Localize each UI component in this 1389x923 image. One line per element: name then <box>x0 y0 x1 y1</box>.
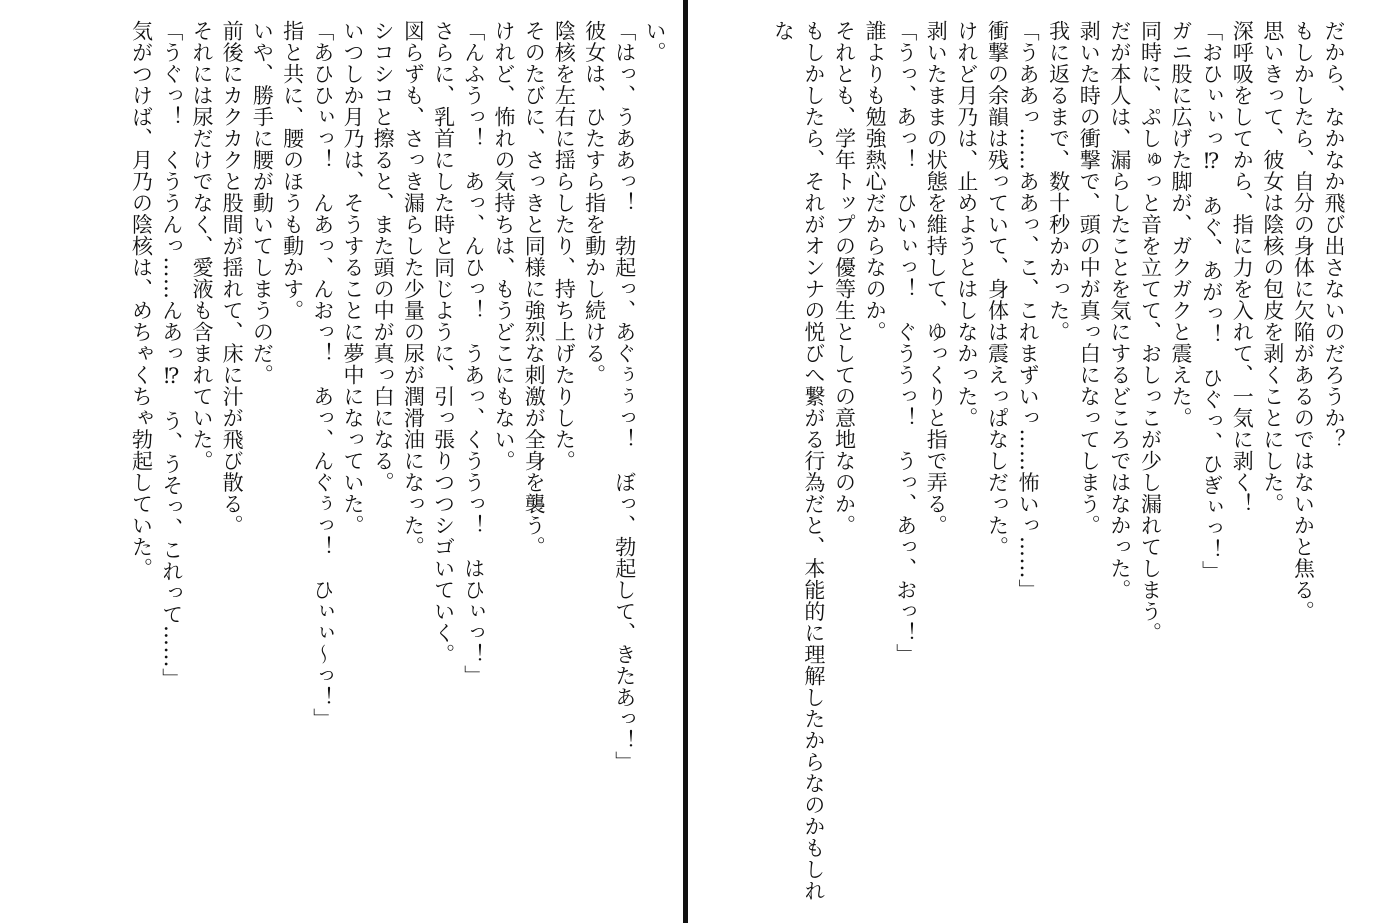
text-line: い。 <box>643 20 667 63</box>
text-line: 彼女は、ひたすら指を動かし続ける。 <box>582 20 607 386</box>
text-line: いつしか月乃は、そうすることに夢中になっていた。 <box>340 20 365 536</box>
text-line: 「うああっ……ああっ、こ、これまずいっ……怖いっ……」 <box>1016 20 1041 601</box>
text-line: 剥いた時の衝撃で、頭の中が真っ白になってしまう。 <box>1077 20 1102 536</box>
text-line: もしかしたら、自分の身体に欠陥があるのではないかと焦る。 <box>1291 20 1316 622</box>
text-line: 我に返るまで、数十秒かかった。 <box>1046 20 1071 343</box>
text-line: もしかしたら、それがオンナの悦びへ繋がる行為だと、本能的に理解したからなのかもしれな <box>771 20 826 902</box>
text-line: それとも、学年トップの優等生としての意地なのか。 <box>832 20 857 536</box>
left-page <box>0 0 684 923</box>
text-line: 「おひぃぃっ⁉ あぐ、あがっ！ ひぐっ、ひぎぃっ！」 <box>1199 20 1224 582</box>
text-line: 指と共に、腰のほうも動かす。 <box>280 20 305 321</box>
page-divider <box>683 0 688 923</box>
text-line: シコシコと擦ると、また頭の中が真っ白になる。 <box>371 20 396 493</box>
text-line: 同時に、ぷしゅっと音を立てて、おしっこが少し漏れてしまう。 <box>1138 20 1163 644</box>
text-line: 前後にカクカクと股間が揺れて、床に汁が飛び散る。 <box>220 20 245 536</box>
text-line: 深呼吸をしてから、指に力を入れて、一気に剥く！ <box>1230 20 1255 515</box>
right-page <box>690 0 1389 923</box>
text-line: ガニ股に広げた脚が、ガクガクと震えた。 <box>1169 20 1194 429</box>
text-line: 陰核を左右に揺らしたり、持ち上げたりした。 <box>552 20 577 472</box>
text-line: けれど、怖れの気持ちは、もうどこにもない。 <box>491 20 516 472</box>
right-page-text <box>714 20 1349 913</box>
text-line: 衝撃の余韻は残っていて、身体は震えっぱなしだった。 <box>985 20 1010 558</box>
text-line: そのたびに、さっきと同様に強烈な刺激が全身を襲う。 <box>522 20 547 558</box>
text-line: 思いきって、彼女は陰核の包皮を剥くことにした。 <box>1260 20 1285 515</box>
text-line: けれど月乃は、止めようとはしなかった。 <box>954 20 979 429</box>
text-line: 「あひひぃっ！ んあっ、んおっ！ あっ、んぐぅっ！ ひぃぃ〜っ！」 <box>310 20 335 730</box>
text-line: 気がつけば、月乃の陰核は、めちゃくちゃ勃起していた。 <box>129 20 154 579</box>
text-line: 「はっ、うああっ！ 勃起っ、あぐぅぅっ！ ぼっ、勃起して、きたあっ！」 <box>612 20 637 773</box>
left-page-text <box>18 20 670 913</box>
text-line: 「うぐっ！ くううんっ……んあっ⁉ う、うそっ、これって……」 <box>159 20 184 690</box>
text-line: いや、勝手に腰が動いてしまうのだ。 <box>250 20 275 386</box>
text-line: 誰よりも勉強熱心だからなのか。 <box>863 20 888 343</box>
text-line: さらに、乳首にした時と同じように、引っ張りつつシゴいていく。 <box>431 20 456 665</box>
text-line: 「うっ、あっ！ ひいぃっ！ ぐううっ！ うっ、あっ、おっ！」 <box>893 20 918 665</box>
text-line: だから、なかなか飛び出さないのだろうか？ <box>1322 20 1346 450</box>
text-line: それには尿だけでなく、愛液も含まれていた。 <box>189 20 214 472</box>
text-line: 図らずも、さっき漏らした少量の尿が潤滑油になった。 <box>401 20 426 558</box>
text-line: 剥いたままの状態を維持して、ゆっくりと指で弄る。 <box>924 20 949 536</box>
text-line: だが本人は、漏らしたことを気にするどころではなかった。 <box>1107 20 1132 601</box>
text-line: 「んふうっ！ あっ、んひっ！ うあっ、くううっ！ はひぃっ！」 <box>461 20 486 687</box>
